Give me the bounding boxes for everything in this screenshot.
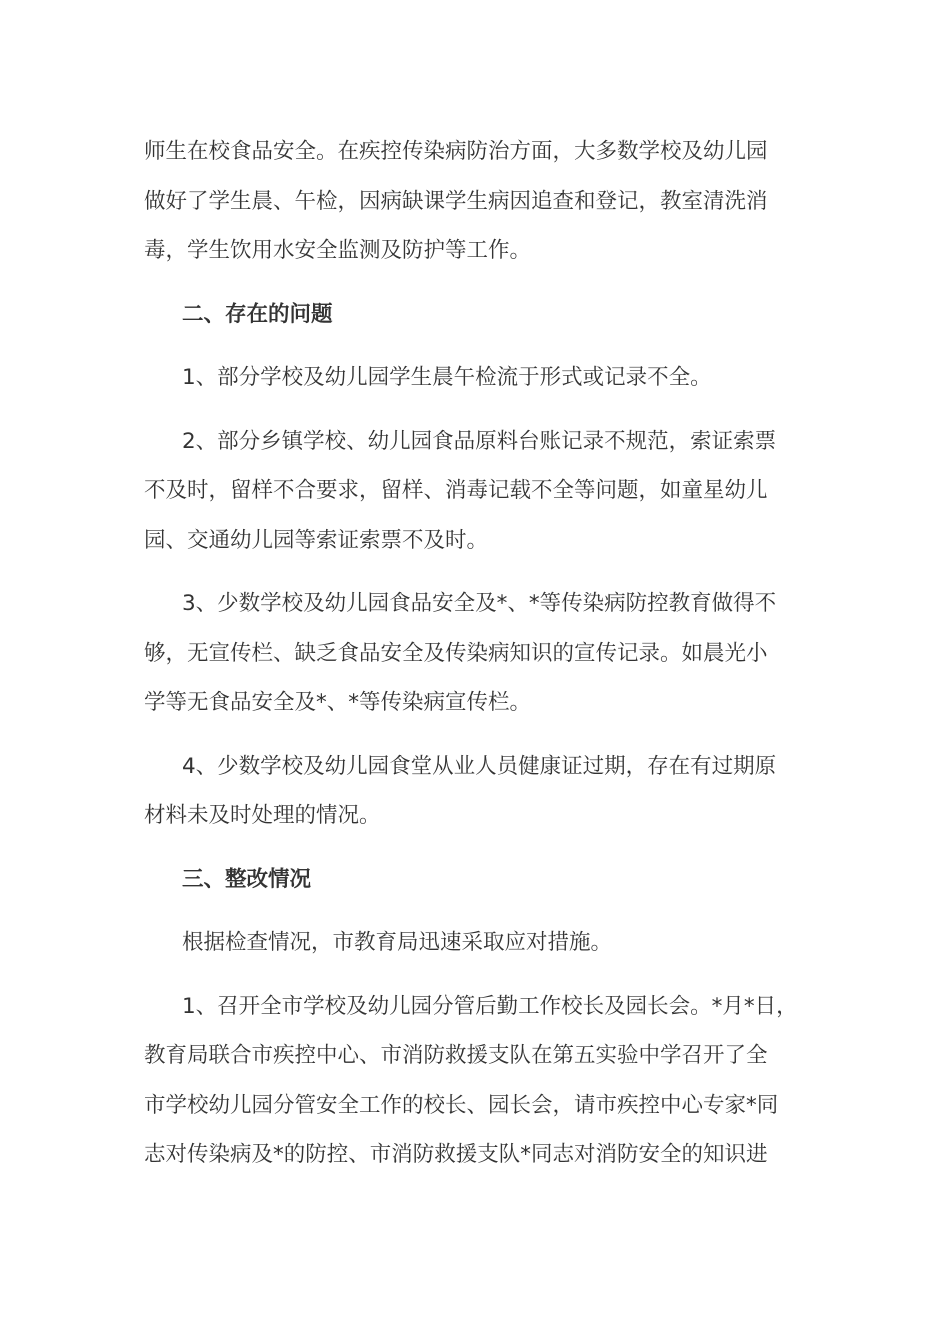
text-line: 2、部分乡镇学校、幼儿园食品原料台账记录不规范，索证索票 — [182, 428, 777, 454]
text-line: 4、少数学校及幼儿园食堂从业人员健康证过期，存在有过期原 — [182, 753, 777, 779]
paragraph-problem-3 — [144, 579, 834, 728]
paragraph-measure-1 — [144, 982, 834, 1180]
text-line: 毒，学生饮用水安全监测及防护等工作。 — [144, 238, 532, 263]
text-line: 够，无宣传栏、缺乏食品安全及传染病知识的宣传记录。如晨光小 — [144, 640, 768, 666]
text-line: 志对传染病及*的防控、市消防救援支队*同志对消防安全的知识进 — [144, 1142, 768, 1167]
text-line: 根据检查情况，市教育局迅速采取应对措施。 — [182, 930, 613, 955]
text-line: 3、少数学校及幼儿园食品安全及*、*等传染病防控教育做得不 — [182, 591, 777, 616]
text-line: 学等无食品安全及*、*等传染病宣传栏。 — [144, 690, 532, 715]
document-body — [144, 127, 834, 1194]
text-line: 教育局联合市疾控中心、市消防救援支队在第五实验中学召开了全 — [144, 1043, 768, 1068]
section-heading-rectification — [144, 855, 834, 905]
paragraph-problem-4 — [144, 742, 834, 841]
paragraph-food-safety-summary — [144, 127, 834, 276]
text-line: 做好了学生晨、午检，因病缺课学生病因追查和登记，教室清洗消 — [144, 188, 768, 214]
text-line: 不及时，留样不合要求，留样、消毒记载不全等问题，如童星幼儿 — [144, 478, 768, 503]
text-line: 市学校幼儿园分管安全工作的校长、园长会，请市疾控中心专家*同 — [144, 1092, 779, 1118]
text-line: 材料未及时处理的情况。 — [144, 803, 381, 828]
text-line: 园、交通幼儿园等索证索票不及时。 — [144, 527, 489, 553]
text-line: 师生在校食品安全。在疾控传染病防治方面，大多数学校及幼儿园 — [144, 139, 768, 164]
heading-text: 三、整改情况 — [182, 866, 312, 892]
section-heading-problems — [144, 290, 834, 340]
heading-text: 二、存在的问题 — [182, 301, 333, 327]
paragraph-problem-2 — [144, 417, 834, 566]
text-line: 1、召开全市学校及幼儿园分管后勤工作校长及园长会。*月*日， — [182, 993, 798, 1019]
text-line: 1、部分学校及幼儿园学生晨午检流于形式或记录不全。 — [182, 365, 712, 390]
paragraph-problem-1 — [144, 353, 834, 403]
paragraph-measures-intro — [144, 918, 834, 968]
